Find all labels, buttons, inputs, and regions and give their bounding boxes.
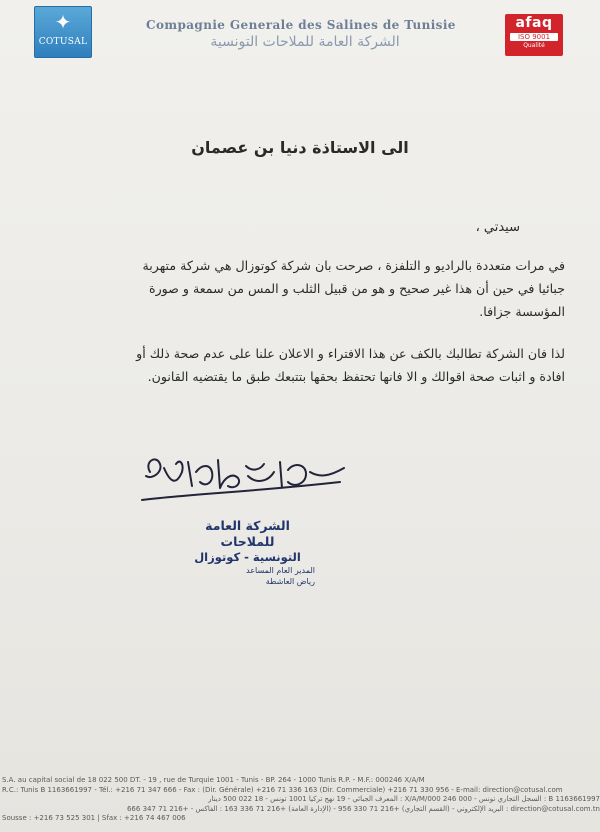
- iso-label: ISO 9001: [510, 33, 558, 41]
- afaq-logo-text: afaq: [515, 15, 553, 31]
- company-name-fr: Compagnie Generale des Salines de Tunisie: [146, 18, 456, 32]
- paragraph-1-line: جبائيا في حين أن هذا غير صحيح و هو من قبيل الثلب و المس من سمعة و صورة: [149, 281, 565, 296]
- cotusal-logo: [34, 6, 92, 58]
- paragraph-2-line: لذا فان الشركة تطالبك بالكف عن هذا الافتراء و الاعلان علنا على عدم صحة ذلك أو: [136, 346, 565, 361]
- recipient-line: الى الاستاذة دنيا بن عصمان: [191, 138, 409, 157]
- paragraph-1-line: في مرات متعددة بالراديو و التلفزة ، صرحت بان شركة كوتوزال هي شركة متهربة: [142, 258, 565, 273]
- company-name-ar: الشركة العامة للملاحات التونسية: [210, 34, 400, 50]
- logo-brand-text: COTUSAL: [38, 37, 88, 47]
- diamond-icon: ✦: [54, 10, 72, 34]
- stamp-title: المدير العام المساعد: [246, 566, 315, 575]
- stamp-line-1: الشركة العامة للملاحات: [205, 518, 290, 549]
- salutation: سيدتي ،: [475, 220, 520, 235]
- stamp-name: رياض العاشطة: [265, 577, 315, 586]
- paragraph-1: [40, 254, 565, 323]
- paragraph-2: [40, 342, 565, 388]
- afaq-iso-logo: [505, 14, 563, 56]
- handwritten-signature: [130, 442, 360, 522]
- paragraph-1-line: المؤسسة جزافا.: [479, 304, 565, 319]
- paragraph-2-line: افادة و اثبات صحة اقوالك و الا فانها تحتفظ بحقها بتتبعك طبق ما يقتضيه القانون.: [147, 369, 565, 384]
- letter-footer: [2, 776, 600, 832]
- stamp-line-2: التونسية - كوتوزال: [194, 550, 301, 564]
- footer-line: direction@cotusal.com.tn : البريد الإلكتروني - (القسم التجاري) +216 71 330 956 - (الإدارة العامة) +216 71 336 163 : الفاكس - +216 71 347 666: [126, 804, 600, 813]
- company-stamp: [180, 518, 315, 587]
- quality-label: Qualité: [523, 42, 545, 49]
- footer-line: Sousse : +216 73 525 301 | Sfax : +216 74 467 006: [2, 814, 186, 822]
- footer-line: R.C.: Tunis B 1163661997 - Tél.: +216 71 347 666 - Fax : (Dir. Générale) +216 71 336 163 (Dir. Commerciale) +216 71 330 956 - E-mail: direction@cotusal.com: [2, 785, 563, 794]
- footer-line: B 1163661997 : السجل التجاري تونس - 000 246 X/A/M/000 : المعرف الجبائي - 19 نهج تركيا 1001 تونس - 18 022 500 دينار: [208, 795, 600, 803]
- footer-line: S.A. au capital social de 18 022 500 DT. - 19 , rue de Turquie 1001 - Tunis - BP. 264 - 1000 Tunis R.P. - M.F.: 000246 X/A/M: [2, 776, 425, 784]
